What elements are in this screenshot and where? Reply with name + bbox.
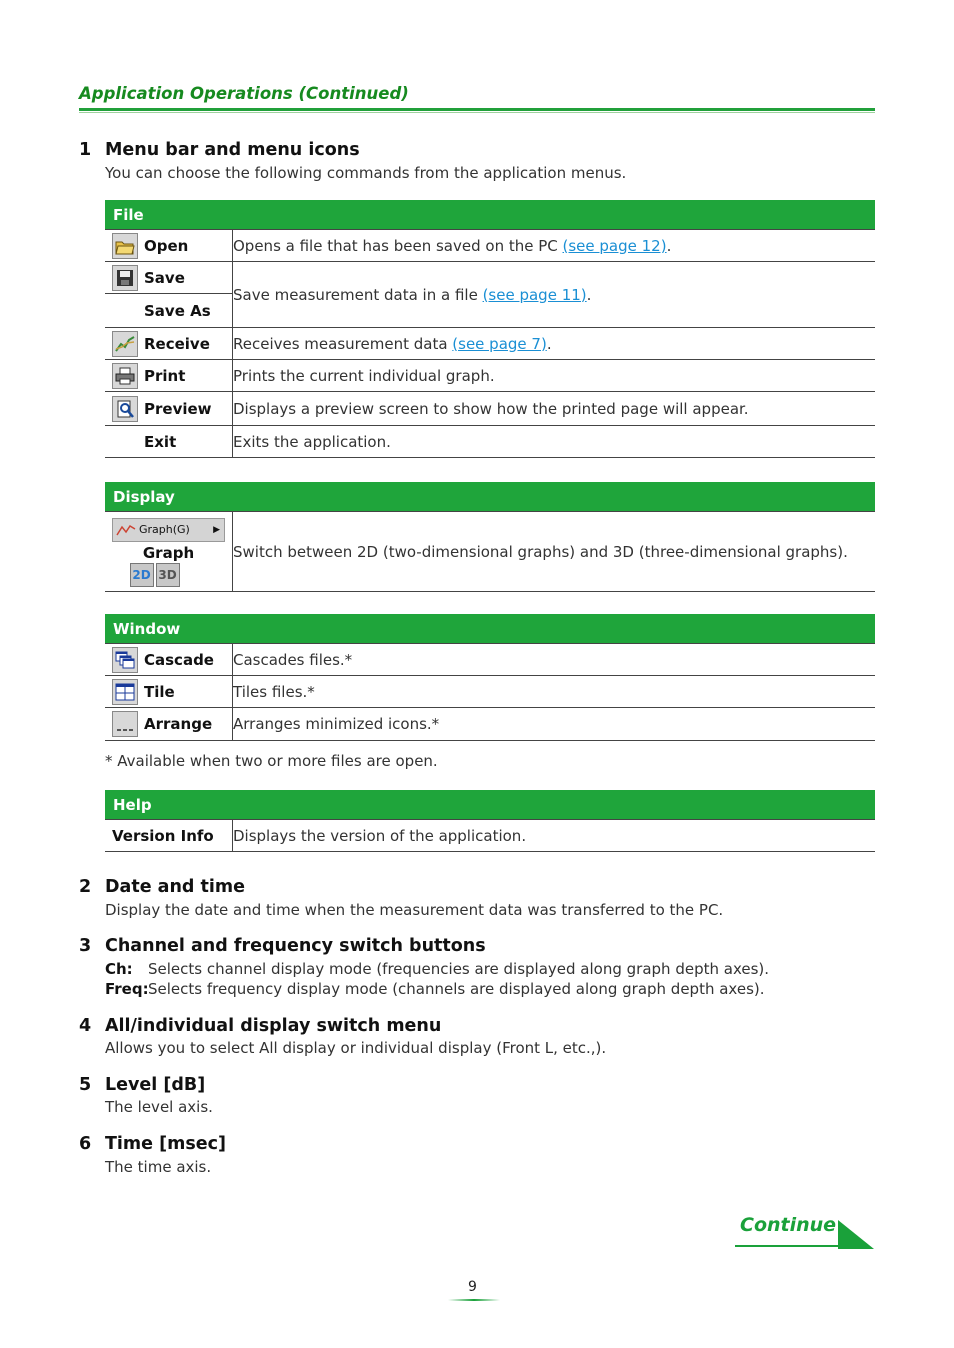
section-description: Display the date and time when the measurement data was transferred to the PC. [105,901,724,919]
table-row [105,360,875,392]
arrange-icons-icon[interactable] [112,711,138,737]
ch-text: Selects channel display mode (frequencies are displayed along graph depth axes). [148,960,770,978]
help-menu-table [105,790,875,852]
table-row [105,392,875,426]
header-rule-thin [79,112,875,113]
page-header-title: Application Operations (Continued) [79,84,409,103]
freq-line [105,980,765,998]
section-title: Time [msec] [105,1134,227,1154]
receive-description: Receives measurement data [233,334,453,353]
printer-icon[interactable] [112,363,138,389]
page-number: 9 [468,1279,477,1295]
tile-description: Tiles files.* [233,676,876,708]
section-title: Channel and frequency switch buttons [105,936,486,956]
section-number: 1 [79,140,92,160]
file-menu-heading: File [105,200,875,230]
exit-label: Exit [144,432,177,451]
table-row [105,820,875,852]
receive-graph-icon[interactable] [112,331,138,357]
table-row [105,676,875,708]
receive-page-link[interactable]: (see page 7) [452,334,547,353]
continue-label: Continue [740,1214,837,1236]
section-number: 6 [79,1134,92,1154]
header-rule [79,108,875,111]
save-page-link[interactable]: (see page 11) [482,285,587,304]
submenu-arrow-icon: ▶ [213,524,220,535]
section-number: 4 [79,1016,92,1036]
section-title: Menu bar and menu icons [105,140,360,160]
2d-button[interactable]: 2D [130,563,154,587]
print-preview-icon[interactable] [112,396,138,422]
section-description: Allows you to select All display or individual display (Front L, etc.,). [105,1039,607,1057]
section-description: The time axis. [105,1158,212,1176]
save-description: Save measurement data in a file [233,285,483,304]
cascade-label: Cascade [144,650,214,669]
table-row [105,426,875,458]
graph-icon [116,523,136,537]
ch-key: Ch: [105,960,133,978]
section-description: The level axis. [105,1098,213,1116]
graph-menu-item[interactable] [112,518,225,542]
tile-label: Tile [144,682,175,701]
display-menu-table [105,482,875,592]
ch-line [105,960,769,978]
receive-description-end: . [546,334,552,353]
graph-label: Graph [142,543,195,562]
page-number-underline [448,1299,500,1301]
section-description: You can choose the following commands from the application menus. [105,164,627,182]
section-title: Date and time [105,877,246,897]
table-row [105,708,875,741]
open-folder-icon[interactable] [112,233,138,259]
display-menu-heading: Display [105,482,875,512]
file-menu-table [105,200,875,458]
continue-arrow-icon [735,1218,875,1250]
version-info-description: Displays the version of the application. [233,820,876,852]
freq-text: Selects frequency display mode (channels are displayed along graph depth axes). [148,980,765,998]
graph-description: Switch between 2D (two-dimensional graphs) and 3D (three-dimensional graphs). [233,512,876,592]
help-menu-heading: Help [105,790,875,820]
freq-key: Freq: [105,980,149,998]
print-label: Print [144,366,186,385]
cascade-windows-icon[interactable] [112,647,138,673]
preview-label: Preview [144,399,212,418]
cascade-description: Cascades files.* [233,644,876,676]
window-footnote: * Available when two or more files are open. [105,752,438,770]
open-page-link[interactable]: (see page 12) [562,236,667,255]
save-as-label: Save As [144,301,211,320]
table-row [105,230,875,262]
exit-description: Exits the application. [233,426,876,458]
window-menu-table [105,614,875,741]
receive-label: Receive [144,334,210,353]
section-title: Level [dB] [105,1075,206,1095]
open-description: Opens a file that has been saved on the PC [233,236,563,255]
section-number: 2 [79,877,92,897]
print-description: Prints the current individual graph. [233,360,876,392]
save-disk-icon[interactable] [112,265,138,291]
tile-windows-icon[interactable] [112,679,138,705]
table-row [105,644,875,676]
section-number: 3 [79,936,92,956]
table-row [105,328,875,360]
version-info-label: Version Info [112,826,214,845]
section-number: 5 [79,1075,92,1095]
graph-menu-text: Graph(G) [139,523,190,536]
3d-button[interactable]: 3D [156,563,180,587]
section-title: All/individual display switch menu [105,1016,442,1036]
save-description-end: . [586,285,592,304]
save-label: Save [144,268,185,287]
open-label: Open [144,236,189,255]
open-description-end: . [666,236,672,255]
arrange-label: Arrange [144,715,213,733]
table-row [105,512,875,592]
arrange-description: Arranges minimized icons.* [233,708,876,741]
window-menu-heading: Window [105,614,875,644]
preview-description: Displays a preview screen to show how the printed page will appear. [233,392,876,426]
table-row [105,262,875,294]
